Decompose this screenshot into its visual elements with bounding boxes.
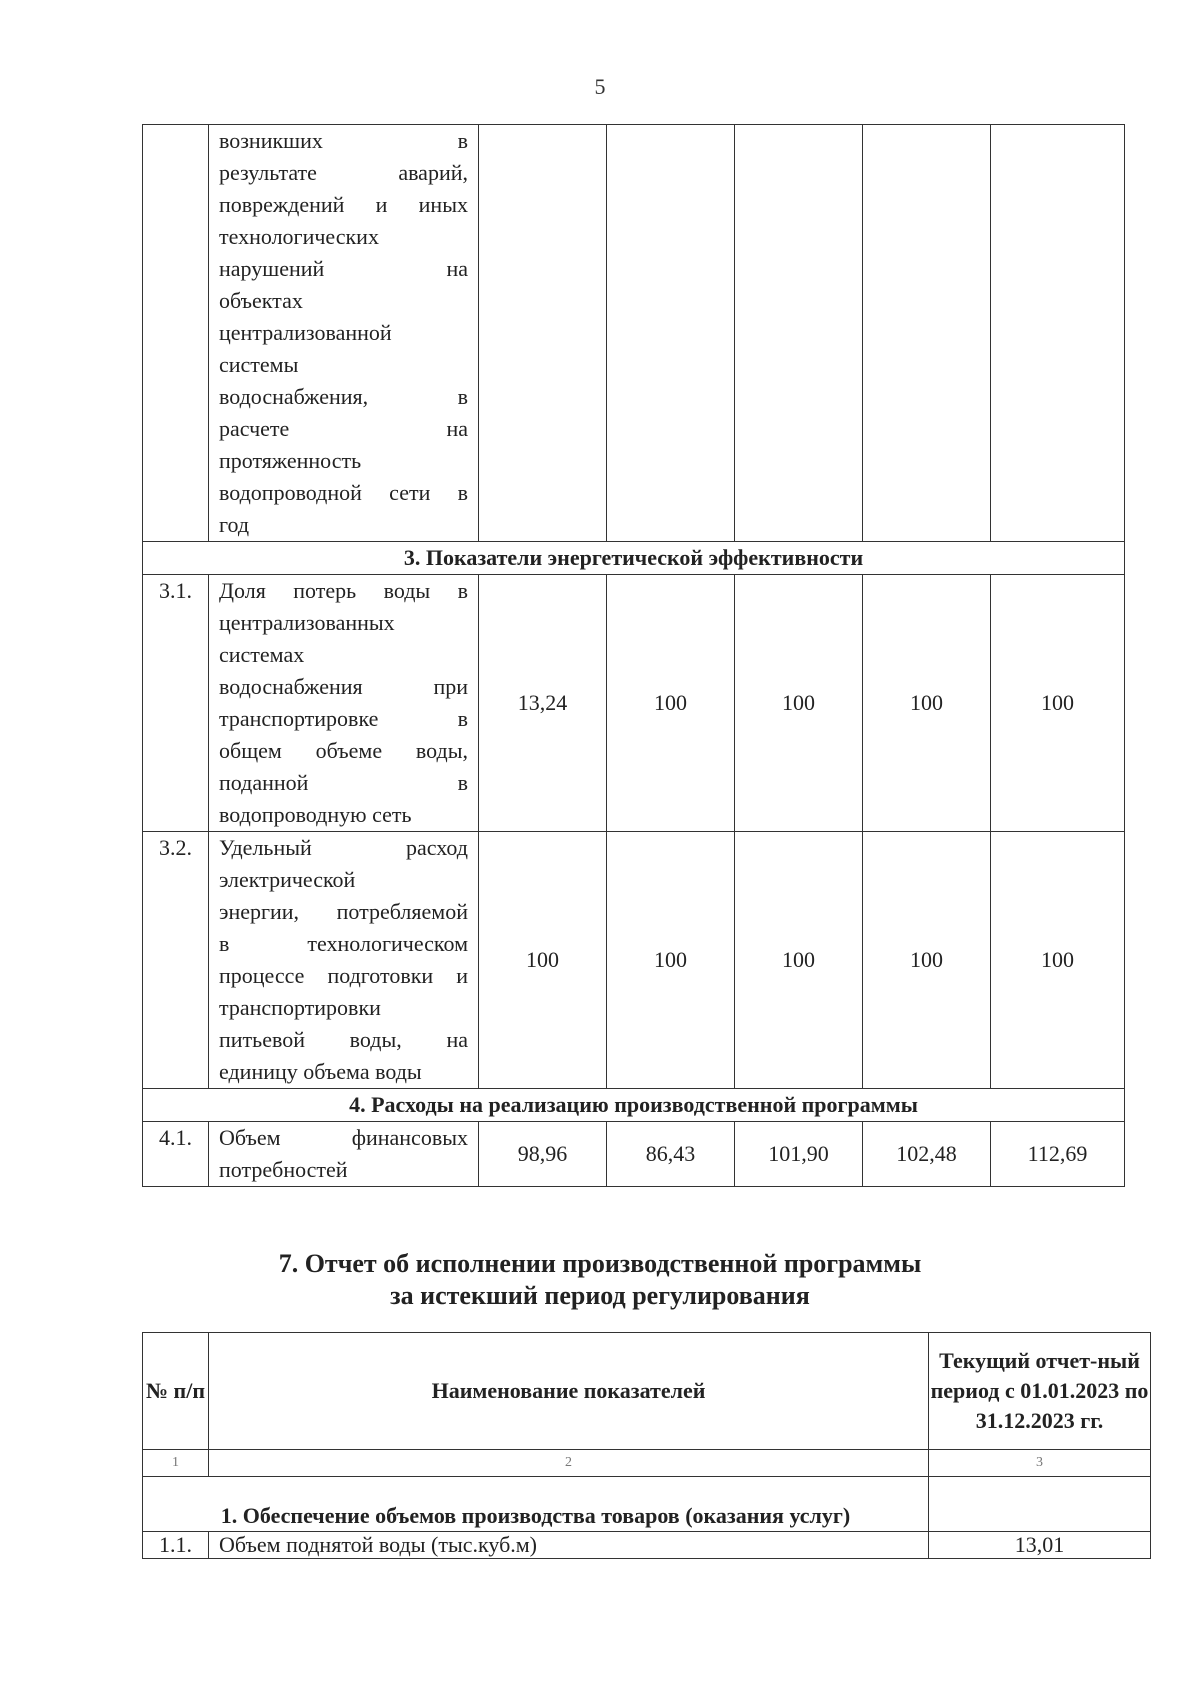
indicator-name-line: нарушений на [219, 256, 468, 281]
report-table [142, 1332, 1151, 1559]
indicator-name-line: водопроводную сеть [219, 802, 412, 827]
section-row [143, 1477, 1151, 1532]
indicator-name-cell [209, 832, 479, 1089]
indicator-name-line: объектах [219, 288, 303, 313]
value-cell: 100 [607, 832, 735, 1089]
value-cell: 100 [991, 575, 1125, 832]
row-number-cell: 3.2. [143, 832, 209, 1089]
indicator-name-cell [209, 125, 479, 542]
value-cell: 112,69 [991, 1122, 1125, 1187]
indicator-name-cell [209, 575, 479, 832]
table-row [143, 575, 1125, 832]
table-row [143, 1122, 1125, 1187]
section-title: 3. Показатели энергетической эффективности [143, 542, 1125, 575]
table-row [143, 832, 1125, 1089]
column-index: 1 [143, 1450, 209, 1477]
indicator-name-line: Доля потерь воды в [219, 578, 468, 603]
indicator-name-cell: Объем поднятой воды (тыс.куб.м) [209, 1532, 929, 1559]
column-header-name: Наименование показателей [209, 1333, 929, 1450]
indicator-name-line: системы [219, 352, 299, 377]
row-number-cell: 3.1. [143, 575, 209, 832]
column-header-number: № п/п [143, 1333, 209, 1450]
section-row [143, 1089, 1125, 1122]
indicator-name-line: год [219, 512, 250, 537]
value-cell: 100 [479, 832, 607, 1089]
indicator-name-line: питьевой воды, на [219, 1027, 468, 1052]
table-row [143, 1532, 1151, 1559]
indicator-name-line: транспортировки [219, 995, 381, 1020]
table-row [143, 125, 1125, 542]
page-number: 5 [594, 74, 606, 99]
indicator-name-line: водопроводной сети в [219, 480, 468, 505]
value-cell: 100 [607, 575, 735, 832]
indicator-name-line: системах [219, 642, 305, 667]
indicator-name-line: транспортировке в [219, 706, 468, 731]
section-heading-subtitle: за истекший период регулирования [390, 1281, 810, 1310]
column-index: 3 [929, 1450, 1151, 1477]
value-cell: 13,24 [479, 575, 607, 832]
value-cell: 100 [735, 575, 863, 832]
indicators-table [142, 124, 1125, 1187]
indicator-name-line: повреждений и иных [219, 192, 468, 217]
value-cell: 102,48 [863, 1122, 991, 1187]
indicator-name-line: технологических [219, 224, 379, 249]
value-cell: 86,43 [607, 1122, 735, 1187]
row-number-cell: 4.1. [143, 1122, 209, 1187]
column-index-row [143, 1450, 1151, 1477]
row-number-cell: 1.1. [143, 1532, 209, 1559]
indicator-name-line: Объем финансовых [219, 1125, 468, 1150]
section-title: 1. Обеспечение объемов производства товаров (оказания услуг) [143, 1477, 929, 1532]
section-heading: 7. Отчет об исполнении производственной программы [278, 1249, 922, 1278]
indicator-name-line: Удельный расход [219, 835, 468, 860]
indicator-name-line: расчете на [219, 416, 468, 441]
indicator-name-line: единицу объема воды [219, 1059, 422, 1084]
indicator-name-line: поданной в [219, 770, 468, 795]
column-index: 2 [209, 1450, 929, 1477]
section-row [143, 542, 1125, 575]
section-title: 4. Расходы на реализацию производственной программы [143, 1089, 1125, 1122]
indicator-name-line: в технологическом [219, 931, 468, 956]
indicator-name-line: процессе подготовки и [219, 963, 468, 988]
row-number-cell [143, 125, 209, 542]
value-cell: 100 [991, 832, 1125, 1089]
indicator-name-line: электрической [219, 867, 356, 892]
value-cell: 98,96 [479, 1122, 607, 1187]
column-header-period: Текущий отчет-ный период с 01.01.2023 по 31.12.2023 гг. [929, 1333, 1151, 1450]
indicator-name-line: общем объеме воды, [219, 738, 468, 763]
value-cell: 100 [863, 832, 991, 1089]
value-cell: 100 [735, 832, 863, 1089]
indicator-name-cell [209, 1122, 479, 1187]
indicator-name-line: водоснабжения, в [219, 384, 468, 409]
indicator-name-line: централизованных [219, 610, 395, 635]
indicator-name-line: энергии, потребляемой [219, 899, 468, 924]
table-header-row [143, 1333, 1151, 1450]
value-cell: 13,01 [929, 1532, 1151, 1559]
indicator-name-line: протяженность [219, 448, 362, 473]
value-cell: 101,90 [735, 1122, 863, 1187]
indicator-name-line: возникших в [219, 128, 468, 153]
value-cell: 100 [863, 575, 991, 832]
indicator-name-line: потребностей [219, 1157, 348, 1182]
indicator-name-line: централизованной [219, 320, 392, 345]
indicator-name-line: результате аварий, [219, 160, 468, 185]
indicator-name-line: водоснабжения при [219, 674, 468, 699]
